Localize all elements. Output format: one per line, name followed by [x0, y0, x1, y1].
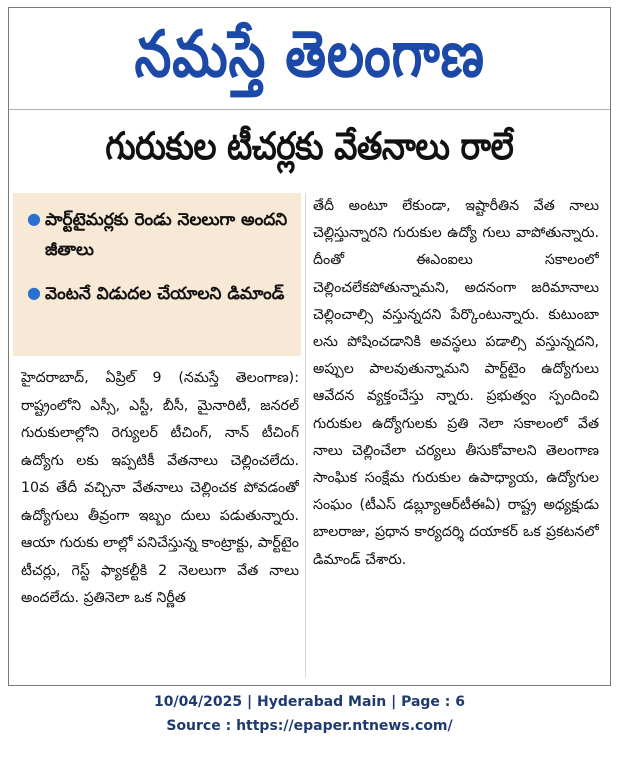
footer-source: Source : https://epaper.ntnews.com/ — [166, 718, 453, 734]
masthead-divider — [9, 109, 610, 110]
article-headline — [9, 118, 610, 184]
column-divider — [305, 193, 306, 678]
masthead — [9, 8, 610, 102]
article-body-right: తేదీ అంటూ లేకుండా, ఇష్టారీతిన వేత నాలు చెల్లిస్తున్నారని గురుకుల ఉద్యో గులు వాపోతున్నారు. దీంతో ఈఎంఐలు సకాలంలో చెల్లించలేకపోతున్నామని, అదనంగా జరిమానాలు చెల్లించాల్సి వస్తున్నదని పేర్కొంటున్నారు. కుటుంబా లను పోషించడానికి అవస్థలు పడాల్సి వస్తున్నదని, అప్పుల పాలవుతున్నామని పార్ట్‌టైం ఉద్యోగులు ఆవేదన వ్యక్తంచేస్తు న్నారు. ప్రభుత్వం స్పందించి గురుకుల ఉద్యోగులకు ప్రతి నెలా సకాలంలో వేత నాలు చెల్లించేలా చర్యలు తీసుకోవాలని తెలంగాణ సాంఘిక సంక్షేమ గురుకుల ఉపాధ్యాయ, ఉద్యోగుల సంఘం (టీఎస్ డబ్ల్యూఆర్‌టీఈఏ) రాష్ట్ర అధ్యక్షుడు బాలరాజు, ప్రధాన కార్యదర్శి దయాకర్ ఒక ప్రకటనలో డిమాండ్ చేశారు. — [313, 198, 599, 568]
footer-date-edition: 10/04/2025 | Hyderabad Main | Page : 6 — [153, 694, 466, 710]
highlight-text: పార్ట్‌టైమర్లకు రెండు నెలలుగా అందని జీతాలు — [45, 210, 288, 260]
headline-text: గురుకుల టీచర్లకు వేతనాలు రాలే — [105, 124, 514, 168]
highlights-box — [13, 193, 301, 356]
footer — [0, 690, 619, 738]
bullet-icon: ● — [27, 283, 41, 302]
clipping-frame — [8, 7, 611, 686]
bullet-icon: ● — [27, 209, 41, 228]
masthead-logo: నమస్తే తెలంగాణ — [134, 17, 485, 92]
highlight-item — [27, 279, 291, 309]
highlight-item — [27, 205, 291, 265]
highlight-text: వెంటనే విడుదల చేయాలని డిమాండ్ — [45, 284, 285, 304]
article-body-left: హైదరాబాద్, ఏప్రిల్ 9 (నమస్తే తెలంగాణ): రాష్ట్రంలోని ఎస్సీ, ఎస్టీ, బీసీ, మైనారిటీ, జనరల్ గురుకులాల్లోని రెగ్యులర్ టీచింగ్, నాన్ టీచింగ్ ఉద్యోగు లకు ఇప్పటికీ వేతనాలు చెల్లించలేదు. 10వ తేదీ వచ్చినా వేతనాలు చెల్లించక పోవడంతో ఉద్యోగులు తీవ్రంగా ఇబ్బం దులు పడుతున్నారు. ఆయా గురుకు లాల్లో పనిచేస్తున్న కాంట్రాక్టు, పార్ట్‌టైం టీచర్లు, గెస్ట్ ఫ్యాకల్టీకి 2 నెలలుగా వేత నాలు అందలేదు. ప్రతినెలా ఒక నిర్ణీత — [21, 370, 299, 606]
